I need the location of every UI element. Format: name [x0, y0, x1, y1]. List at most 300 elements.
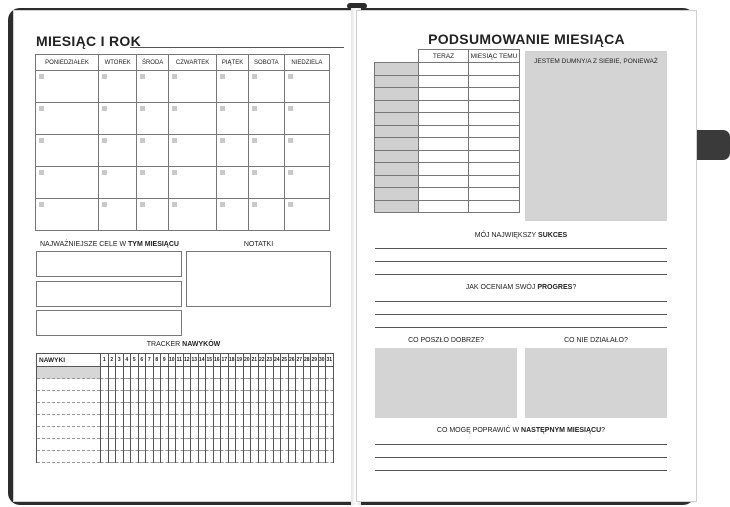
habit-check-cell[interactable]: [251, 379, 259, 391]
habit-check-cell[interactable]: [116, 415, 124, 427]
habit-check-cell[interactable]: [153, 379, 161, 391]
habit-check-cell[interactable]: [221, 439, 229, 451]
habit-check-cell[interactable]: [228, 427, 236, 439]
now-value-cell[interactable]: [419, 138, 469, 151]
habit-check-cell[interactable]: [116, 439, 124, 451]
habit-check-cell[interactable]: [108, 427, 116, 439]
habit-check-cell[interactable]: [183, 379, 191, 391]
prev-value-cell[interactable]: [469, 163, 520, 176]
success-line[interactable]: [375, 261, 667, 262]
habit-check-cell[interactable]: [303, 427, 311, 439]
habit-check-cell[interactable]: [161, 367, 169, 379]
habit-check-cell[interactable]: [176, 391, 184, 403]
habit-check-cell[interactable]: [206, 415, 214, 427]
habit-name-cell[interactable]: [37, 415, 101, 427]
calendar-day-cell[interactable]: [137, 103, 169, 135]
now-value-cell[interactable]: [419, 175, 469, 188]
habit-check-cell[interactable]: [123, 451, 131, 463]
category-cell[interactable]: [375, 63, 419, 76]
habit-check-cell[interactable]: [288, 415, 296, 427]
category-cell[interactable]: [375, 100, 419, 113]
prev-value-cell[interactable]: [469, 75, 520, 88]
calendar-day-cell[interactable]: [168, 135, 216, 167]
habit-check-cell[interactable]: [303, 415, 311, 427]
habit-check-cell[interactable]: [228, 451, 236, 463]
habit-check-cell[interactable]: [288, 427, 296, 439]
habit-check-cell[interactable]: [221, 403, 229, 415]
habit-check-cell[interactable]: [228, 439, 236, 451]
calendar-day-cell[interactable]: [248, 199, 284, 231]
habit-check-cell[interactable]: [266, 427, 274, 439]
calendar-day-cell[interactable]: [168, 199, 216, 231]
habit-check-cell[interactable]: [116, 379, 124, 391]
habit-check-cell[interactable]: [266, 391, 274, 403]
habit-check-cell[interactable]: [191, 403, 199, 415]
category-cell[interactable]: [375, 125, 419, 138]
habit-name-cell[interactable]: [37, 367, 101, 379]
calendar-day-cell[interactable]: [168, 103, 216, 135]
habit-check-cell[interactable]: [266, 367, 274, 379]
habit-check-cell[interactable]: [288, 439, 296, 451]
habit-check-cell[interactable]: [273, 379, 281, 391]
habit-check-cell[interactable]: [311, 367, 319, 379]
habit-check-cell[interactable]: [161, 391, 169, 403]
category-cell[interactable]: [375, 163, 419, 176]
habit-check-cell[interactable]: [288, 403, 296, 415]
habit-name-cell[interactable]: [37, 403, 101, 415]
habit-check-cell[interactable]: [198, 367, 206, 379]
habit-check-cell[interactable]: [131, 427, 139, 439]
habit-check-cell[interactable]: [251, 391, 259, 403]
prev-value-cell[interactable]: [469, 200, 520, 213]
now-value-cell[interactable]: [419, 163, 469, 176]
habit-check-cell[interactable]: [303, 379, 311, 391]
calendar-day-cell[interactable]: [284, 71, 329, 103]
habit-check-cell[interactable]: [326, 415, 334, 427]
habit-check-cell[interactable]: [213, 427, 221, 439]
habit-check-cell[interactable]: [161, 415, 169, 427]
habit-check-cell[interactable]: [326, 439, 334, 451]
now-value-cell[interactable]: [419, 113, 469, 126]
habit-check-cell[interactable]: [131, 391, 139, 403]
habit-check-cell[interactable]: [228, 403, 236, 415]
calendar-day-cell[interactable]: [137, 199, 169, 231]
habit-check-cell[interactable]: [213, 451, 221, 463]
habit-check-cell[interactable]: [131, 451, 139, 463]
calendar-day-cell[interactable]: [168, 71, 216, 103]
calendar-day-cell[interactable]: [137, 167, 169, 199]
habit-check-cell[interactable]: [131, 403, 139, 415]
now-value-cell[interactable]: [419, 100, 469, 113]
habit-check-cell[interactable]: [206, 439, 214, 451]
habit-check-cell[interactable]: [101, 367, 109, 379]
habit-check-cell[interactable]: [281, 439, 289, 451]
habit-check-cell[interactable]: [198, 391, 206, 403]
habit-check-cell[interactable]: [236, 403, 244, 415]
habit-check-cell[interactable]: [318, 403, 326, 415]
progress-line[interactable]: [375, 327, 667, 328]
calendar-day-cell[interactable]: [99, 135, 137, 167]
habit-check-cell[interactable]: [108, 403, 116, 415]
habit-check-cell[interactable]: [153, 439, 161, 451]
habit-check-cell[interactable]: [168, 415, 176, 427]
goal-box[interactable]: [36, 281, 182, 307]
habit-check-cell[interactable]: [221, 367, 229, 379]
habit-name-cell[interactable]: [37, 451, 101, 463]
habit-check-cell[interactable]: [318, 427, 326, 439]
calendar-day-cell[interactable]: [248, 135, 284, 167]
habit-check-cell[interactable]: [273, 427, 281, 439]
habit-check-cell[interactable]: [183, 439, 191, 451]
now-value-cell[interactable]: [419, 75, 469, 88]
category-cell[interactable]: [375, 200, 419, 213]
calendar-day-cell[interactable]: [99, 103, 137, 135]
calendar-day-cell[interactable]: [248, 71, 284, 103]
habit-check-cell[interactable]: [228, 379, 236, 391]
habit-check-cell[interactable]: [176, 367, 184, 379]
calendar-day-cell[interactable]: [36, 103, 99, 135]
habit-check-cell[interactable]: [258, 367, 266, 379]
habit-check-cell[interactable]: [191, 415, 199, 427]
habit-check-cell[interactable]: [168, 403, 176, 415]
habit-check-cell[interactable]: [176, 427, 184, 439]
habit-check-cell[interactable]: [183, 415, 191, 427]
habit-check-cell[interactable]: [221, 415, 229, 427]
habit-check-cell[interactable]: [176, 439, 184, 451]
habit-check-cell[interactable]: [281, 427, 289, 439]
habit-check-cell[interactable]: [251, 415, 259, 427]
habit-check-cell[interactable]: [146, 451, 154, 463]
habit-check-cell[interactable]: [161, 403, 169, 415]
habit-check-cell[interactable]: [153, 403, 161, 415]
habit-check-cell[interactable]: [213, 403, 221, 415]
habit-check-cell[interactable]: [311, 415, 319, 427]
habit-check-cell[interactable]: [131, 379, 139, 391]
calendar-day-cell[interactable]: [284, 199, 329, 231]
habit-check-cell[interactable]: [288, 391, 296, 403]
went-well-box[interactable]: [375, 348, 517, 418]
habit-check-cell[interactable]: [236, 415, 244, 427]
habit-check-cell[interactable]: [326, 379, 334, 391]
success-line[interactable]: [375, 274, 667, 275]
habit-check-cell[interactable]: [191, 439, 199, 451]
prev-value-cell[interactable]: [469, 125, 520, 138]
habit-check-cell[interactable]: [131, 367, 139, 379]
calendar-day-cell[interactable]: [217, 135, 249, 167]
habit-check-cell[interactable]: [243, 403, 251, 415]
habit-check-cell[interactable]: [108, 451, 116, 463]
habit-check-cell[interactable]: [116, 367, 124, 379]
habit-check-cell[interactable]: [146, 439, 154, 451]
habit-check-cell[interactable]: [213, 391, 221, 403]
calendar-day-cell[interactable]: [284, 103, 329, 135]
habit-check-cell[interactable]: [101, 379, 109, 391]
habit-check-cell[interactable]: [326, 451, 334, 463]
habit-check-cell[interactable]: [168, 379, 176, 391]
progress-line[interactable]: [375, 301, 667, 302]
habit-check-cell[interactable]: [123, 403, 131, 415]
now-value-cell[interactable]: [419, 125, 469, 138]
habit-check-cell[interactable]: [146, 415, 154, 427]
habit-check-cell[interactable]: [176, 451, 184, 463]
habit-check-cell[interactable]: [138, 439, 146, 451]
habit-check-cell[interactable]: [281, 379, 289, 391]
habit-check-cell[interactable]: [273, 451, 281, 463]
habit-check-cell[interactable]: [168, 391, 176, 403]
habit-check-cell[interactable]: [198, 403, 206, 415]
habit-check-cell[interactable]: [228, 367, 236, 379]
now-value-cell[interactable]: [419, 200, 469, 213]
habit-check-cell[interactable]: [213, 379, 221, 391]
habit-check-cell[interactable]: [108, 415, 116, 427]
calendar-day-cell[interactable]: [36, 71, 99, 103]
habit-check-cell[interactable]: [236, 439, 244, 451]
improve-line[interactable]: [375, 444, 667, 445]
habit-check-cell[interactable]: [146, 391, 154, 403]
habit-check-cell[interactable]: [116, 403, 124, 415]
habit-check-cell[interactable]: [153, 451, 161, 463]
habit-check-cell[interactable]: [273, 415, 281, 427]
calendar-day-cell[interactable]: [99, 167, 137, 199]
habit-check-cell[interactable]: [258, 415, 266, 427]
calendar-day-cell[interactable]: [248, 167, 284, 199]
habit-check-cell[interactable]: [123, 367, 131, 379]
calendar-day-cell[interactable]: [217, 71, 249, 103]
habit-check-cell[interactable]: [161, 451, 169, 463]
habit-check-cell[interactable]: [296, 367, 304, 379]
habit-check-cell[interactable]: [311, 379, 319, 391]
habit-check-cell[interactable]: [251, 451, 259, 463]
habit-check-cell[interactable]: [243, 367, 251, 379]
now-value-cell[interactable]: [419, 150, 469, 163]
habit-check-cell[interactable]: [116, 427, 124, 439]
calendar-day-cell[interactable]: [217, 103, 249, 135]
habit-check-cell[interactable]: [206, 451, 214, 463]
habit-check-cell[interactable]: [168, 427, 176, 439]
habit-check-cell[interactable]: [138, 403, 146, 415]
habit-check-cell[interactable]: [221, 379, 229, 391]
habit-check-cell[interactable]: [236, 451, 244, 463]
habit-check-cell[interactable]: [183, 403, 191, 415]
habit-check-cell[interactable]: [296, 379, 304, 391]
habit-check-cell[interactable]: [101, 451, 109, 463]
calendar-day-cell[interactable]: [36, 135, 99, 167]
habit-check-cell[interactable]: [131, 439, 139, 451]
habit-check-cell[interactable]: [236, 367, 244, 379]
habit-check-cell[interactable]: [198, 451, 206, 463]
habit-check-cell[interactable]: [221, 451, 229, 463]
habit-check-cell[interactable]: [153, 427, 161, 439]
habit-check-cell[interactable]: [153, 415, 161, 427]
habit-check-cell[interactable]: [296, 439, 304, 451]
habit-check-cell[interactable]: [116, 451, 124, 463]
habit-check-cell[interactable]: [161, 427, 169, 439]
habit-check-cell[interactable]: [206, 427, 214, 439]
habit-check-cell[interactable]: [176, 379, 184, 391]
habit-check-cell[interactable]: [108, 367, 116, 379]
calendar-day-cell[interactable]: [217, 199, 249, 231]
habit-name-cell[interactable]: [37, 439, 101, 451]
didnt-work-box[interactable]: [525, 348, 667, 418]
progress-line[interactable]: [375, 314, 667, 315]
habit-check-cell[interactable]: [183, 391, 191, 403]
habit-check-cell[interactable]: [288, 367, 296, 379]
habit-check-cell[interactable]: [168, 439, 176, 451]
habit-check-cell[interactable]: [281, 367, 289, 379]
goal-box[interactable]: [36, 251, 182, 277]
habit-check-cell[interactable]: [296, 451, 304, 463]
habit-check-cell[interactable]: [138, 367, 146, 379]
calendar-day-cell[interactable]: [168, 167, 216, 199]
habit-check-cell[interactable]: [213, 415, 221, 427]
habit-check-cell[interactable]: [236, 379, 244, 391]
habit-check-cell[interactable]: [303, 439, 311, 451]
category-cell[interactable]: [375, 175, 419, 188]
calendar-day-cell[interactable]: [284, 135, 329, 167]
habit-check-cell[interactable]: [183, 427, 191, 439]
habit-check-cell[interactable]: [243, 379, 251, 391]
habit-check-cell[interactable]: [318, 379, 326, 391]
habit-check-cell[interactable]: [198, 427, 206, 439]
calendar-day-cell[interactable]: [99, 71, 137, 103]
habit-check-cell[interactable]: [191, 451, 199, 463]
habit-check-cell[interactable]: [221, 391, 229, 403]
category-cell[interactable]: [375, 188, 419, 201]
habit-check-cell[interactable]: [266, 451, 274, 463]
habit-check-cell[interactable]: [116, 391, 124, 403]
habit-check-cell[interactable]: [258, 403, 266, 415]
habit-check-cell[interactable]: [258, 451, 266, 463]
habit-check-cell[interactable]: [236, 391, 244, 403]
habit-check-cell[interactable]: [176, 403, 184, 415]
habit-check-cell[interactable]: [101, 403, 109, 415]
habit-check-cell[interactable]: [123, 391, 131, 403]
category-cell[interactable]: [375, 88, 419, 101]
habit-check-cell[interactable]: [281, 391, 289, 403]
habit-check-cell[interactable]: [273, 439, 281, 451]
habit-check-cell[interactable]: [326, 403, 334, 415]
habit-check-cell[interactable]: [318, 415, 326, 427]
habit-check-cell[interactable]: [183, 367, 191, 379]
habit-check-cell[interactable]: [243, 451, 251, 463]
prev-value-cell[interactable]: [469, 100, 520, 113]
habit-check-cell[interactable]: [311, 403, 319, 415]
habit-check-cell[interactable]: [153, 367, 161, 379]
habit-check-cell[interactable]: [228, 391, 236, 403]
habit-check-cell[interactable]: [281, 403, 289, 415]
habit-check-cell[interactable]: [146, 427, 154, 439]
habit-check-cell[interactable]: [266, 439, 274, 451]
habit-check-cell[interactable]: [101, 439, 109, 451]
habit-check-cell[interactable]: [146, 367, 154, 379]
habit-check-cell[interactable]: [161, 379, 169, 391]
habit-check-cell[interactable]: [108, 391, 116, 403]
category-cell[interactable]: [375, 75, 419, 88]
habit-check-cell[interactable]: [251, 439, 259, 451]
habit-check-cell[interactable]: [243, 439, 251, 451]
calendar-day-cell[interactable]: [99, 199, 137, 231]
habit-check-cell[interactable]: [138, 379, 146, 391]
habit-check-cell[interactable]: [303, 367, 311, 379]
habit-check-cell[interactable]: [303, 403, 311, 415]
habit-check-cell[interactable]: [183, 451, 191, 463]
habit-check-cell[interactable]: [101, 415, 109, 427]
habit-check-cell[interactable]: [146, 403, 154, 415]
prev-value-cell[interactable]: [469, 150, 520, 163]
habit-check-cell[interactable]: [296, 415, 304, 427]
habit-check-cell[interactable]: [191, 427, 199, 439]
habit-check-cell[interactable]: [138, 451, 146, 463]
calendar-day-cell[interactable]: [217, 167, 249, 199]
now-value-cell[interactable]: [419, 63, 469, 76]
prev-value-cell[interactable]: [469, 188, 520, 201]
habit-check-cell[interactable]: [258, 391, 266, 403]
habit-check-cell[interactable]: [303, 451, 311, 463]
habit-check-cell[interactable]: [296, 403, 304, 415]
habit-check-cell[interactable]: [131, 415, 139, 427]
habit-check-cell[interactable]: [123, 439, 131, 451]
habit-check-cell[interactable]: [168, 451, 176, 463]
prev-value-cell[interactable]: [469, 138, 520, 151]
habit-check-cell[interactable]: [296, 427, 304, 439]
habit-check-cell[interactable]: [311, 391, 319, 403]
now-value-cell[interactable]: [419, 188, 469, 201]
habit-check-cell[interactable]: [213, 439, 221, 451]
habit-check-cell[interactable]: [153, 391, 161, 403]
habit-check-cell[interactable]: [326, 427, 334, 439]
habit-check-cell[interactable]: [258, 439, 266, 451]
habit-check-cell[interactable]: [123, 427, 131, 439]
prev-value-cell[interactable]: [469, 113, 520, 126]
month-year-line[interactable]: [130, 47, 344, 48]
habit-check-cell[interactable]: [101, 391, 109, 403]
improve-line[interactable]: [375, 470, 667, 471]
habit-check-cell[interactable]: [108, 379, 116, 391]
habit-check-cell[interactable]: [138, 427, 146, 439]
habit-check-cell[interactable]: [206, 379, 214, 391]
calendar-day-cell[interactable]: [36, 167, 99, 199]
habit-name-cell[interactable]: [37, 379, 101, 391]
habit-check-cell[interactable]: [146, 379, 154, 391]
habit-check-cell[interactable]: [258, 427, 266, 439]
habit-check-cell[interactable]: [108, 439, 116, 451]
habit-check-cell[interactable]: [206, 403, 214, 415]
habit-check-cell[interactable]: [258, 379, 266, 391]
habit-check-cell[interactable]: [221, 427, 229, 439]
habit-check-cell[interactable]: [138, 415, 146, 427]
calendar-day-cell[interactable]: [248, 103, 284, 135]
habit-check-cell[interactable]: [161, 439, 169, 451]
category-cell[interactable]: [375, 138, 419, 151]
habit-check-cell[interactable]: [191, 379, 199, 391]
category-cell[interactable]: [375, 113, 419, 126]
now-value-cell[interactable]: [419, 88, 469, 101]
success-line[interactable]: [375, 248, 667, 249]
habit-check-cell[interactable]: [168, 367, 176, 379]
habit-check-cell[interactable]: [138, 391, 146, 403]
habit-check-cell[interactable]: [198, 439, 206, 451]
habit-check-cell[interactable]: [198, 415, 206, 427]
habit-check-cell[interactable]: [251, 403, 259, 415]
habit-check-cell[interactable]: [243, 415, 251, 427]
habit-check-cell[interactable]: [206, 391, 214, 403]
habit-check-cell[interactable]: [273, 367, 281, 379]
habit-check-cell[interactable]: [123, 379, 131, 391]
habit-check-cell[interactable]: [318, 391, 326, 403]
calendar-day-cell[interactable]: [137, 135, 169, 167]
habit-check-cell[interactable]: [123, 415, 131, 427]
habit-check-cell[interactable]: [243, 391, 251, 403]
